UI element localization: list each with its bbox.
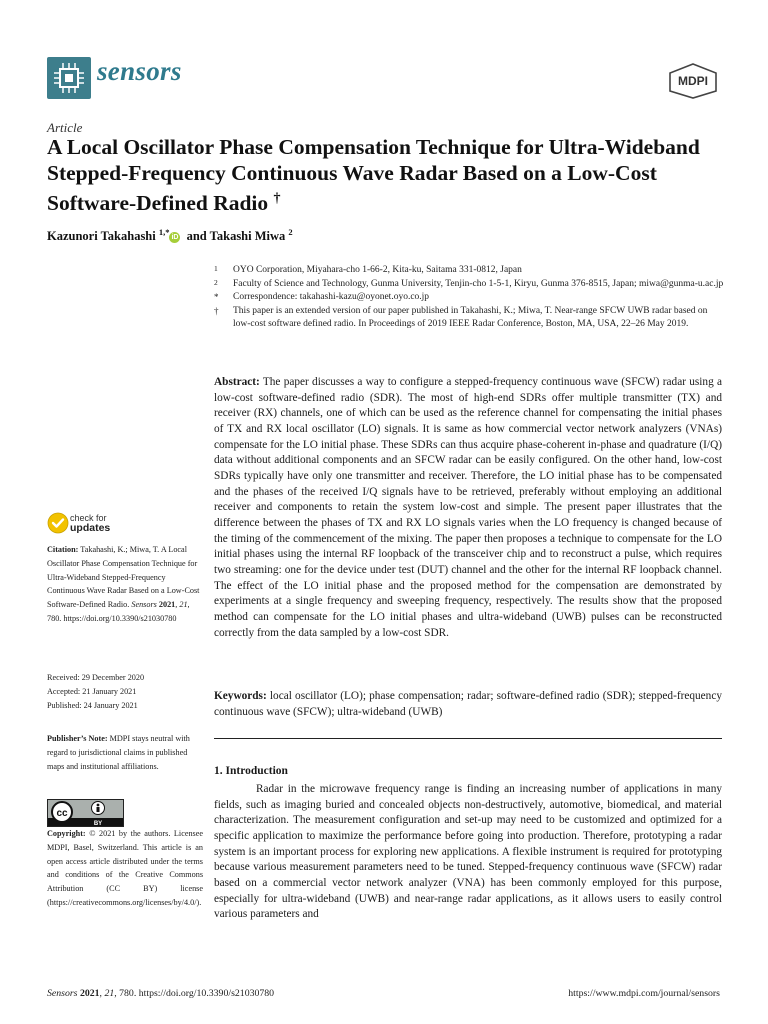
section-heading-introduction: 1. Introduction <box>214 765 288 777</box>
citation-doi[interactable]: , 780. https://doi.org/10.3390/s21030780 <box>47 600 190 623</box>
check-for-updates-label[interactable] <box>70 514 110 534</box>
footer-journal: Sensors <box>47 988 78 999</box>
cc-by-icon <box>48 800 123 826</box>
article-title-text: A Local Oscillator Phase Compensation Technique for Ultra-Wideband Stepped-Frequency Continuous Wave Radar Based on a Low-Cost Software-Defined Radio <box>47 135 700 216</box>
introduction-text: Radar in the microwave frequency range is finding an increasing number of applications in many fields, such as imaging buried and concealed objects non-destructively, automotive, biomedical, and material characterization. The measurement configuration and set-up may need to be customized and optimized for a specific application to maximize the performance before going into production. Therefore, prototyping a radar system is an important process for exploring new applications. A flexible instrument is required for prototyping because various measurement parameters need to be tuned. Stepped-frequency continuous wave (SFCW) radar based on a commercial vector network analyzer (VNA) has been commonly employed for this purpose, especially for ultra-wideband (UWB) and near-range radar applications, as it allows users to easily control various parameters and <box>214 783 722 921</box>
publishers-note-label: Publisher’s Note: <box>47 734 108 743</box>
copyright <box>47 827 203 910</box>
citation-volume: 21 <box>179 600 188 610</box>
author-name[interactable]: Takashi Miwa <box>209 229 286 244</box>
footer-citation: Sensors 2021, 21, 780. https://doi.org/10.3390/s21030780 <box>47 988 275 999</box>
mdpi-logo <box>667 63 719 99</box>
abstract-label: Abstract: <box>214 376 260 388</box>
citation-year: 2021 <box>158 600 176 610</box>
keywords <box>214 689 722 720</box>
affiliations <box>214 264 724 332</box>
mdpi-logo-text: MDPI <box>678 74 708 88</box>
author-list <box>47 227 293 244</box>
publishers-note <box>47 732 203 773</box>
orcid-icon[interactable]: iD <box>171 234 179 242</box>
footer-volume: 21 <box>104 988 115 999</box>
article-type: Article <box>47 120 83 135</box>
copyright-label: Copyright: <box>47 829 86 838</box>
title-footnote-mark: † <box>273 191 281 206</box>
check-updates-line2: updates <box>70 522 111 534</box>
affiliation-item <box>214 291 724 305</box>
publishers-note-text: MDPI stays neutral with regard to jurisdictional claims in published maps and institutional affiliations. <box>47 734 190 771</box>
affiliation-text: Faculty of Science and Technology, Gunma University, Tenjin-cho 1-5-1, Kiryu, Gunma 376-8515, Japan; miwa@gunma-u.ac.jp <box>233 278 724 289</box>
check-for-updates-icon[interactable] <box>47 512 69 534</box>
citation-label: Citation: <box>47 545 79 554</box>
citation-journal: Sensors <box>131 600 157 610</box>
affiliation-mark: 2 <box>214 277 218 287</box>
journal-logo <box>47 57 91 99</box>
citation: Citation: Takahashi, K.; Miwa, T. A Local Oscillator Phase Compensation Technique for Ultra-Wideband Stepped-Frequency Continuous Wave Radar Based on a Low-Cost Software-Defined Radio. Sensors 2021, 21, 780. https://doi.org/10.3390/s21030780 <box>47 545 200 623</box>
check-updates-line1: check for <box>70 513 107 523</box>
footer-journal-url[interactable]: https://www.mdpi.com/journal/sensors <box>568 988 720 999</box>
abstract <box>214 375 722 641</box>
published-date: Published: 24 January 2021 <box>47 700 138 710</box>
license-badge-text: BY <box>93 821 103 826</box>
extended-version-note: This paper is an extended version of our paper published in Takahashi, K.; Miwa, T. Near-range SFCW UWB radar based on low-cost software defined radio. In Proceedings of 2019 IEEE Radar Conference, Boston, MA, USA, 22–26 May 2019. <box>233 305 708 330</box>
footer-year: 2021 <box>79 988 100 999</box>
copyright-text: © 2021 by the authors. Licensee MDPI, Basel, Switzerland. This article is an open access article distributed under the terms and conditions of the Creative Commons Attribution (CC BY) license (https://creativecommons.org/licenses/by/4.0/). <box>47 829 204 907</box>
keywords-label: Keywords: <box>214 690 267 702</box>
affiliation-mark: * <box>214 292 219 303</box>
footer-doi-link[interactable]: , 780. https://doi.org/10.3390/s21030780 <box>114 988 275 999</box>
correspondence-text: Correspondence: takahashi-kazu@oyonet.oyo.co.jp <box>233 292 430 303</box>
author-join: and <box>183 229 210 244</box>
article-title <box>47 134 747 216</box>
publication-dates <box>47 671 203 712</box>
journal-name: sensors <box>97 56 182 86</box>
author-name[interactable]: Kazunori Takahashi <box>47 229 156 244</box>
affiliation-item <box>214 264 724 278</box>
cc-by-license-badge[interactable] <box>47 799 124 827</box>
affiliation-mark: † <box>214 305 219 316</box>
chip-icon <box>47 57 91 99</box>
affiliation-item <box>214 305 724 332</box>
section-divider <box>214 738 722 739</box>
received-date: Received: 29 December 2020 <box>47 673 145 682</box>
accepted-date: Accepted: 21 January 2021 <box>47 686 137 696</box>
affiliation-item <box>214 278 724 292</box>
author-affiliation-mark: 2 <box>288 227 293 237</box>
svg-text:cc: cc <box>56 808 68 819</box>
affiliation-mark: 1 <box>214 264 218 273</box>
abstract-text: The paper discusses a way to configure a stepped-frequency continuous wave (SFCW) radar using a low-cost software-defined radio (SDR). The most of high-end SDRs offer multiple transmitter (TX) and receiver (RX) channels, one of which can be used as the reference channel for compensating the initial phases of TX and RX local oscillator (LO) signals. It is same as how commercial vector network analyzers (VNAs) compensate for the LO initial phase. These SDRs can thus acquire phase-coherent in-phase and quadrature (I/Q) data without additional components and an SFCW radar can be easily configured. On the other hand, low-cost SDRs typically have only one transmitter and receiver. Therefore, the LO initial phase has to be compensated and the phases of the received I/Q signals have to be retrieved, preferably without employing an additional receiver and components to retain the system low-cost and simple. The present paper illustrates that the difference between the phases of TX and RX LO signals varies when the LO frequency is changed because of the timing of the commencement of the mixing. The paper then proposes a technique to compensate for the LO initial phases using the internal RF loopback of the transceiver chip and to reconstruct a pulse, which requires two streaming: one for the device under test (DUT) channel and the other for the internal RF loopback channel. The effect of the LO initial phase and the proposed method for the compensation are demonstrated by experiments at a single frequency and sweeping frequency, respectively. The results show that the proposed method can compensate for the LO initial phases and ultra-wideband (UWB) pulses can be reconstructed correctly from the data sampled by a low-cost SDR. <box>214 376 722 639</box>
keywords-text: local oscillator (LO); phase compensation; radar; software-defined radio (SDR); stepped-frequency continuous wave (SFCW); ultra-wideband (UWB) <box>214 690 722 718</box>
citation-text: Takahashi, K.; Miwa, T. A Local Oscillator Phase Compensation Technique for Ultra-Wideband Stepped-Frequency Continuous Wave Radar Based on a Low-Cost Software-Defined Radio. <box>47 545 200 610</box>
affiliation-text: OYO Corporation, Miyahara-cho 1-66-2, Kita-ku, Saitama 331-0812, Japan <box>233 265 522 275</box>
author-affiliation-mark: 1,* <box>158 227 170 237</box>
